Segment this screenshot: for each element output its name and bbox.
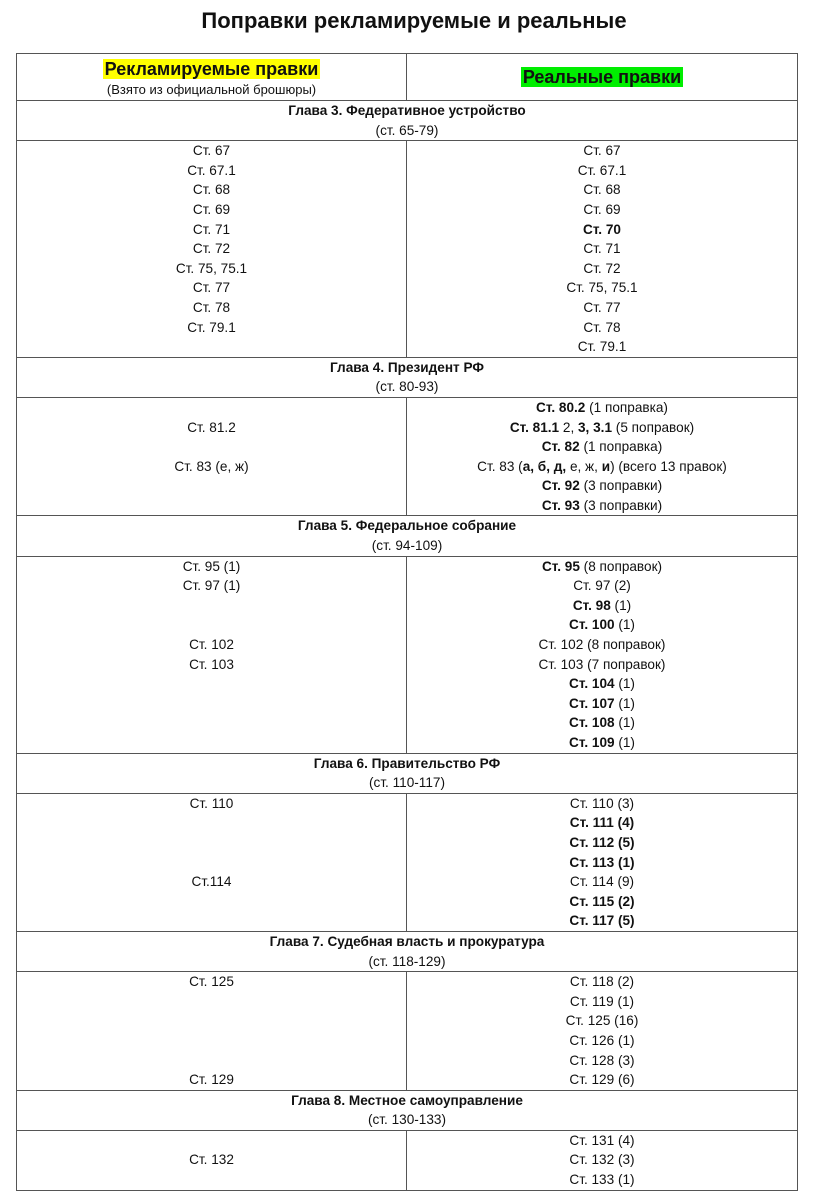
real-cell xyxy=(407,793,798,931)
chapter-title: Глава 5. Федеральное собрание xyxy=(297,518,517,534)
article-line xyxy=(17,872,406,892)
article-text: Ст. 68 xyxy=(192,182,231,198)
article-line xyxy=(17,278,406,298)
article-text: Ст. 111 (4) xyxy=(569,815,635,831)
article-text: Ст. 77 xyxy=(583,299,621,315)
article-line xyxy=(17,1051,406,1071)
article-text: е, ж, xyxy=(566,458,602,474)
article-text: (1 поправка) xyxy=(579,439,663,455)
article-line xyxy=(407,239,797,259)
article-line xyxy=(407,1150,797,1170)
real-cell xyxy=(407,397,798,516)
chapter-heading xyxy=(17,101,798,141)
chapter-title: Глава 4. Президент РФ xyxy=(330,359,484,375)
article-line xyxy=(17,635,406,655)
article-text: Ст. 108 xyxy=(569,715,615,731)
article-text: Ст. 131 (4) xyxy=(569,1132,635,1148)
article-line xyxy=(407,457,797,477)
article-text: Ст. 95 xyxy=(541,558,580,574)
article-text: Ст. 98 xyxy=(572,597,611,613)
chapter-row xyxy=(17,753,798,793)
article-line xyxy=(17,418,406,438)
article-text: Ст. 78 xyxy=(583,319,621,335)
article-line xyxy=(407,713,797,733)
article-text: Ст. 79.1 xyxy=(577,339,627,355)
chapter-heading xyxy=(17,516,798,556)
articles-row xyxy=(17,556,798,753)
article-text: Ст. 129 xyxy=(189,1072,234,1088)
articles-row xyxy=(17,793,798,931)
article-text: Ст. 104 xyxy=(569,676,615,692)
article-line xyxy=(407,259,797,279)
article-text: Ст. 80.2 xyxy=(536,399,586,415)
header-real xyxy=(407,54,798,101)
article-line xyxy=(17,437,406,457)
article-text: Ст. 97 (2) xyxy=(573,578,631,594)
article-line xyxy=(407,1170,797,1190)
article-line xyxy=(407,833,797,853)
article-line xyxy=(17,180,406,200)
chapter-title: Глава 7. Судебная власть и прокуратура xyxy=(269,933,545,949)
article-line xyxy=(407,615,797,635)
article-line xyxy=(407,298,797,318)
article-text: а, б, д, xyxy=(522,458,567,474)
chapter-title: Глава 8. Местное самоуправление xyxy=(291,1092,523,1108)
article-line xyxy=(407,872,797,892)
articles-row xyxy=(17,141,798,358)
article-line xyxy=(407,1051,797,1071)
chapter-title: Глава 3. Федеративное устройство xyxy=(288,103,526,118)
article-line xyxy=(17,853,406,873)
article-text: (3 поправки) xyxy=(579,478,663,494)
article-line xyxy=(17,1070,406,1090)
article-text: (5 поправок) xyxy=(612,419,695,435)
article-line xyxy=(407,1011,797,1031)
article-text: (3 поправки) xyxy=(579,497,663,513)
article-text: (1) xyxy=(614,735,635,750)
article-line xyxy=(17,161,406,181)
chapter-row xyxy=(17,1090,798,1130)
chapter-heading xyxy=(17,931,798,971)
article-text: Ст. 72 xyxy=(583,260,621,276)
article-line xyxy=(17,1150,406,1170)
article-text: Ст. 81.2 xyxy=(187,419,236,435)
article-text: Ст. 119 (1) xyxy=(569,993,635,1009)
article-line xyxy=(407,496,797,516)
article-line xyxy=(17,615,406,635)
article-text: Ст. 83 ( xyxy=(477,458,523,474)
chapter-row xyxy=(17,101,798,141)
chapter-range: (ст. 130-133) xyxy=(367,1112,446,1128)
article-text: Ст. 132 xyxy=(189,1152,234,1168)
article-text: Ст.114 xyxy=(191,874,232,890)
article-text: Ст. 117 (5) xyxy=(569,913,635,929)
article-text: Ст. 132 (3) xyxy=(569,1152,635,1168)
article-text: Ст. 67.1 xyxy=(577,162,627,178)
article-line xyxy=(17,557,406,577)
article-line xyxy=(17,576,406,596)
article-line xyxy=(407,892,797,912)
articles-row xyxy=(17,397,798,516)
articles-row xyxy=(17,972,798,1091)
article-text: Ст. 81.1 xyxy=(509,419,560,435)
article-line xyxy=(17,833,406,853)
article-line xyxy=(407,418,797,438)
chapter-range: (ст. 94-109) xyxy=(371,538,443,554)
article-text: Ст. 93 xyxy=(541,497,580,513)
article-text: Ст. 100 xyxy=(569,617,615,633)
article-line xyxy=(407,398,797,418)
header-row xyxy=(17,54,798,101)
advertised-heading: Рекламируемые правки xyxy=(104,58,319,79)
article-text: Ст. 69 xyxy=(583,201,621,217)
chapter-range: (ст. 65-79) xyxy=(375,122,439,138)
article-line xyxy=(407,596,797,616)
article-text: Ст. 71 xyxy=(583,241,621,257)
article-line xyxy=(407,655,797,675)
article-text: (1) xyxy=(614,695,635,711)
advertised-note: (Взято из официальной брошюры) xyxy=(106,81,317,97)
article-line xyxy=(407,1070,797,1090)
article-line xyxy=(17,200,406,220)
article-text: Ст. 112 (5) xyxy=(569,834,635,850)
articles-row xyxy=(17,1130,798,1190)
article-line xyxy=(407,200,797,220)
header-advertised xyxy=(17,54,407,101)
page-title: Поправки рекламируемые и реальные xyxy=(201,8,627,33)
chapter-row xyxy=(17,357,798,397)
article-line xyxy=(17,1031,406,1051)
article-line xyxy=(17,1011,406,1031)
article-text: Ст. 92 xyxy=(541,478,580,494)
article-text: Ст. 67 xyxy=(192,143,231,159)
article-text: (1) xyxy=(614,617,635,633)
article-text: Ст. 69 xyxy=(192,201,231,217)
article-text: Ст. 83 (е, ж) xyxy=(174,458,249,474)
article-text: Ст. 102 (8 поправок) xyxy=(538,637,666,653)
real-cell xyxy=(407,141,798,358)
article-line xyxy=(407,318,797,338)
real-cell xyxy=(407,1130,798,1190)
chapter-range: (ст. 80-93) xyxy=(375,379,439,395)
article-text: (1 поправка) xyxy=(585,399,668,415)
advertised-cell xyxy=(17,141,407,358)
article-line xyxy=(17,298,406,318)
article-text: 2, xyxy=(559,419,578,435)
article-line xyxy=(407,694,797,714)
article-line xyxy=(407,437,797,457)
article-line xyxy=(407,576,797,596)
article-text: Ст. 126 (1) xyxy=(569,1032,635,1048)
article-line xyxy=(407,161,797,181)
article-line xyxy=(407,674,797,694)
article-text: Ст. 82 xyxy=(541,439,580,455)
article-text: Ст. 103 xyxy=(189,656,234,672)
article-text: Ст. 114 (9) xyxy=(569,874,635,890)
article-text: Ст. 125 xyxy=(189,974,234,990)
article-line xyxy=(17,141,406,161)
chapter-title: Глава 6. Правительство РФ xyxy=(313,755,501,771)
advertised-cell xyxy=(17,397,407,516)
real-heading: Реальные правки xyxy=(522,67,682,87)
advertised-cell xyxy=(17,793,407,931)
article-line xyxy=(407,180,797,200)
article-line xyxy=(17,318,406,338)
article-line xyxy=(407,635,797,655)
article-text: Ст. 97 (1) xyxy=(182,578,241,594)
article-line xyxy=(407,141,797,161)
article-line xyxy=(17,992,406,1012)
article-line xyxy=(17,596,406,616)
article-line xyxy=(407,972,797,992)
article-text: Ст. 107 xyxy=(569,695,615,711)
article-text: (1) xyxy=(614,715,635,731)
article-text: Ст. 125 (16) xyxy=(565,1013,639,1029)
article-line xyxy=(17,398,406,418)
article-text: Ст. 78 xyxy=(192,299,231,315)
article-text: Ст. 102 xyxy=(189,637,234,653)
article-line xyxy=(17,239,406,259)
article-text: Ст. 67 xyxy=(583,143,621,159)
article-text: Ст. 75, 75.1 xyxy=(175,260,248,276)
article-text: 3, 3.1 xyxy=(578,419,613,435)
real-cell xyxy=(407,556,798,753)
article-line xyxy=(17,220,406,240)
article-text: Ст. 103 (7 поправок) xyxy=(538,656,666,672)
article-text: Ст. 70 xyxy=(583,221,621,237)
article-text: Ст. 128 (3) xyxy=(569,1052,635,1068)
article-line xyxy=(17,259,406,279)
article-text: (1) xyxy=(614,676,635,692)
article-text: Ст. 110 (3) xyxy=(569,795,635,811)
article-text: Ст. 109 xyxy=(569,735,615,750)
article-line xyxy=(17,457,406,477)
article-line xyxy=(407,794,797,814)
chapter-row xyxy=(17,931,798,971)
article-text: Ст. 79.1 xyxy=(187,319,236,335)
article-text: Ст. 72 xyxy=(192,241,231,257)
article-line xyxy=(17,1131,406,1151)
article-line xyxy=(407,813,797,833)
chapter-heading xyxy=(17,753,798,793)
article-text: Ст. 110 xyxy=(189,795,234,811)
article-line xyxy=(17,794,406,814)
real-cell xyxy=(407,972,798,1091)
article-line xyxy=(407,476,797,496)
article-line xyxy=(17,813,406,833)
article-text: ) (всего 13 правок) xyxy=(610,458,727,474)
advertised-cell xyxy=(17,556,407,753)
article-text: Ст. 133 (1) xyxy=(569,1172,635,1188)
article-line xyxy=(407,337,797,357)
article-line xyxy=(407,992,797,1012)
advertised-cell xyxy=(17,972,407,1091)
chapter-range: (ст. 110-117) xyxy=(369,775,445,791)
article-line xyxy=(17,972,406,992)
article-text: Ст. 115 (2) xyxy=(569,893,635,909)
article-line xyxy=(407,911,797,931)
article-line xyxy=(407,1031,797,1051)
article-text: (8 поправок) xyxy=(579,558,663,574)
advertised-cell xyxy=(17,1130,407,1190)
article-line xyxy=(407,733,797,753)
article-line xyxy=(17,655,406,675)
article-line xyxy=(407,278,797,298)
chapter-heading xyxy=(17,357,798,397)
article-text: Ст. 113 (1) xyxy=(569,854,635,870)
article-line xyxy=(407,220,797,240)
article-text: (1) xyxy=(610,597,632,613)
article-line xyxy=(407,557,797,577)
article-text: Ст. 71 xyxy=(192,221,231,237)
article-text: Ст. 67.1 xyxy=(187,162,236,178)
article-text: Ст. 75, 75.1 xyxy=(566,280,638,296)
article-line xyxy=(407,853,797,873)
article-text: Ст. 77 xyxy=(192,280,231,296)
chapter-row xyxy=(17,516,798,556)
chapter-range: (ст. 118-129) xyxy=(368,953,446,969)
article-text: Ст. 95 (1) xyxy=(182,558,241,574)
article-text: Ст. 129 (6) xyxy=(569,1072,635,1088)
article-text: и xyxy=(601,458,611,474)
article-line xyxy=(407,1131,797,1151)
chapter-heading xyxy=(17,1090,798,1130)
article-text: Ст. 118 (2) xyxy=(569,974,635,990)
article-text: Ст. 68 xyxy=(583,182,621,198)
amendments-table xyxy=(16,53,798,1191)
